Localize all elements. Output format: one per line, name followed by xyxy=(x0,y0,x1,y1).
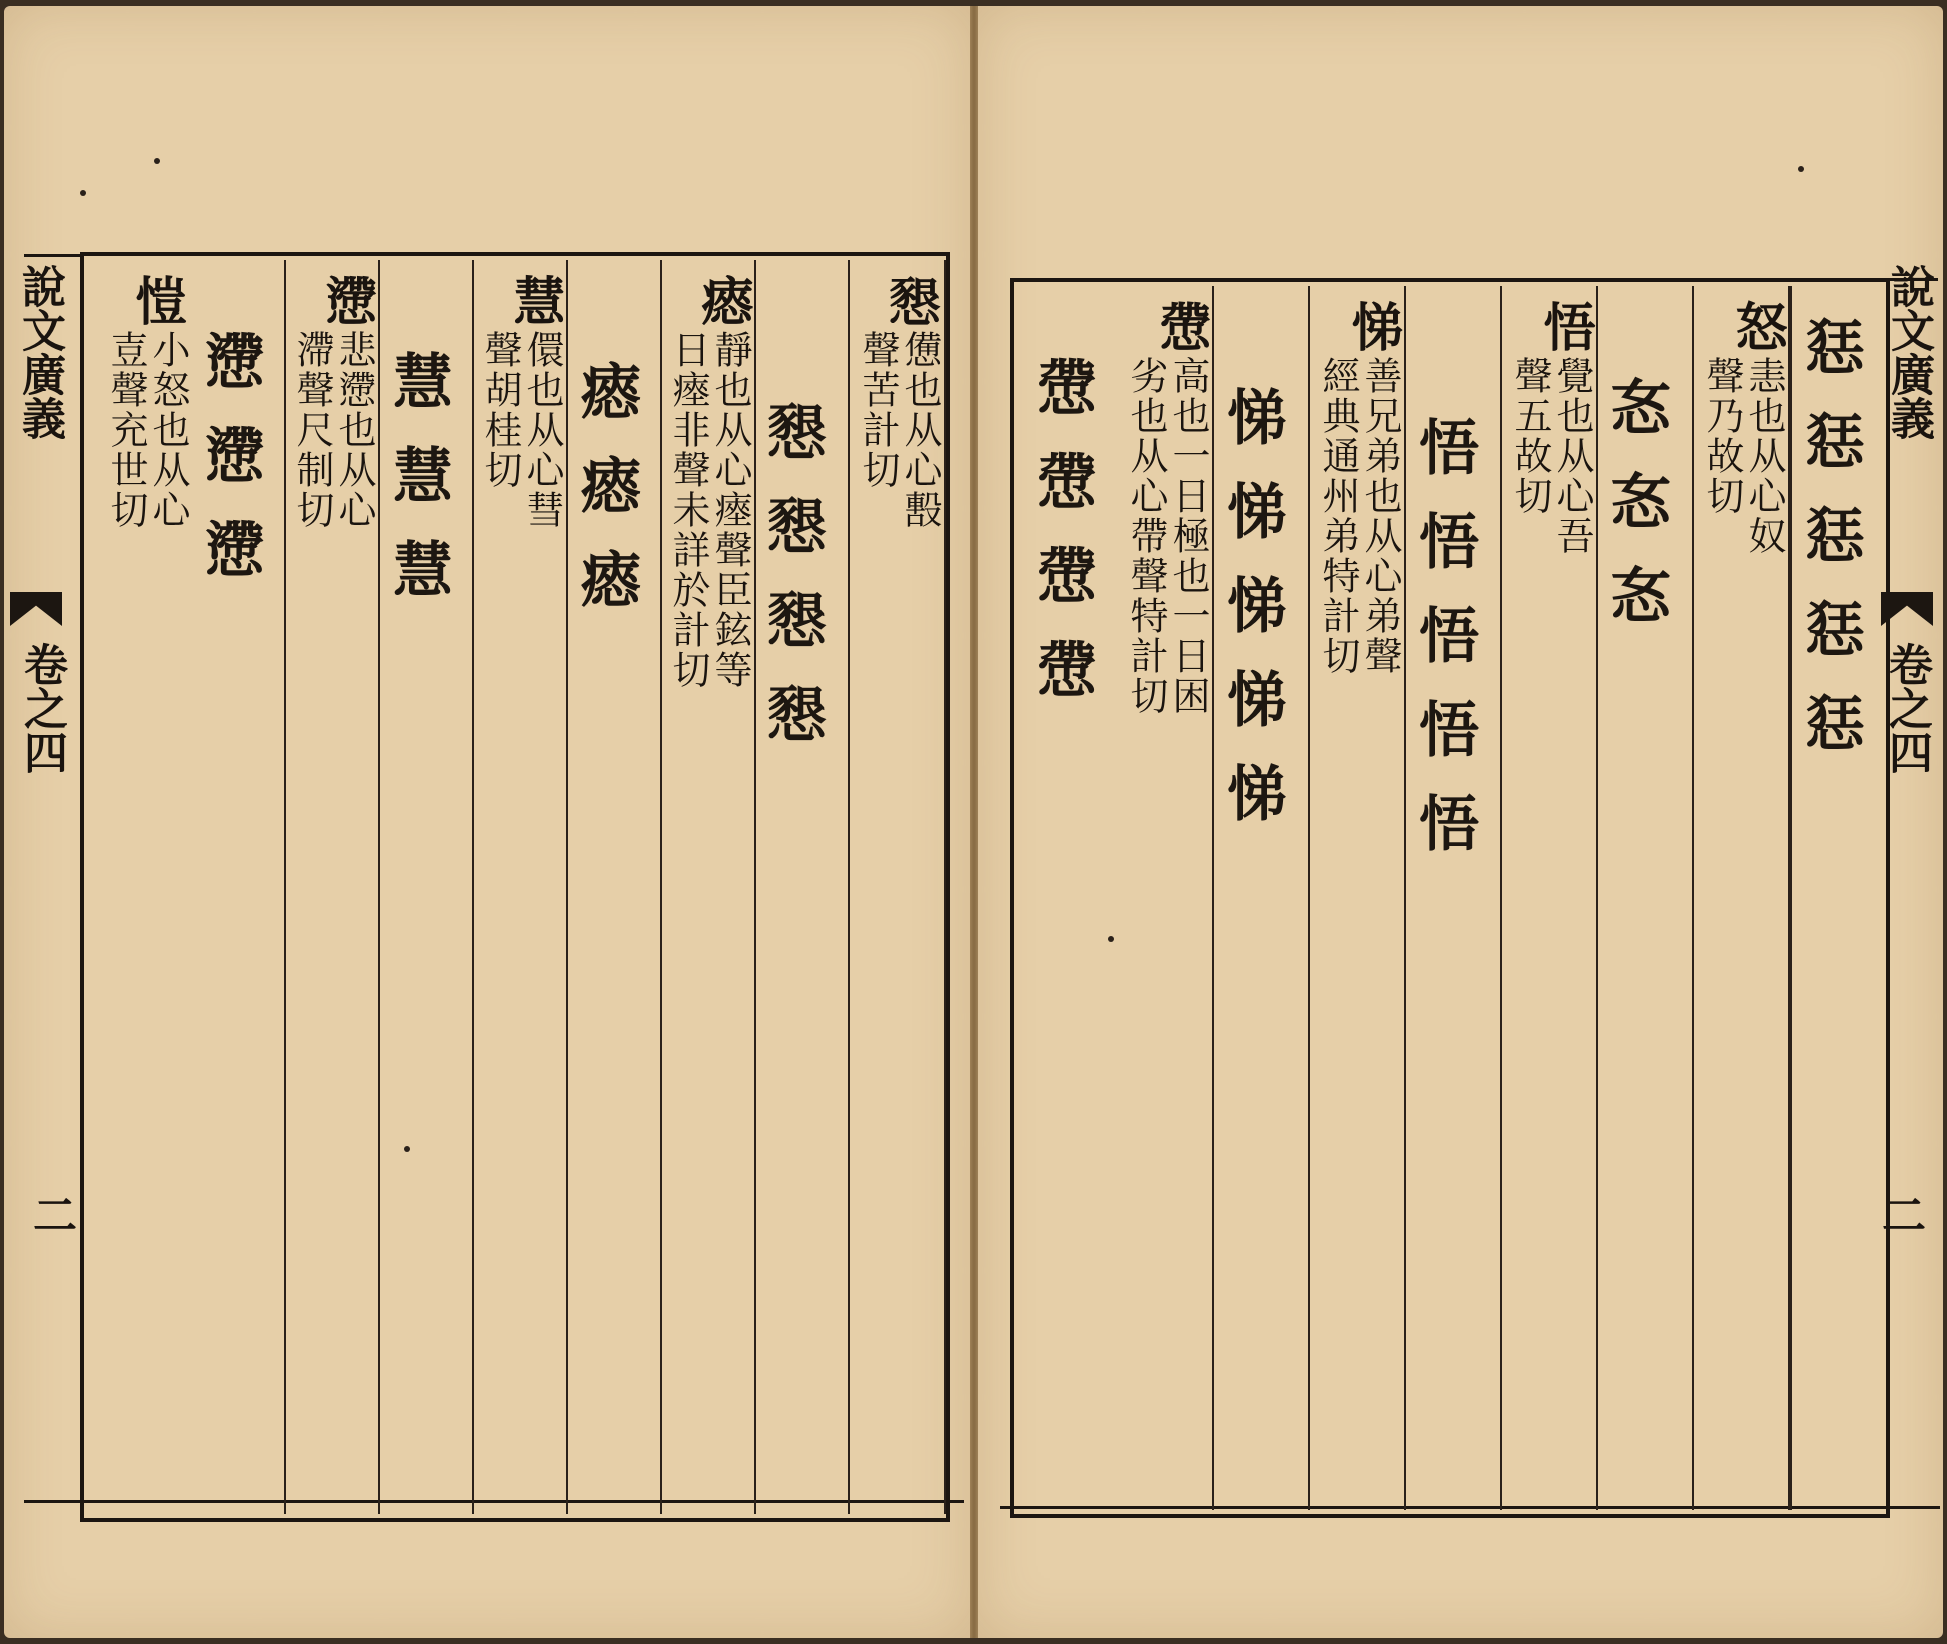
gloss-line: 小怒也从心 xyxy=(146,330,190,530)
gloss-block xyxy=(1510,356,1592,556)
seal-glyph-row xyxy=(1212,386,1292,856)
head-character: 懘 xyxy=(316,274,377,326)
head-character: 慸 xyxy=(1150,300,1211,352)
column xyxy=(286,260,380,1514)
fish-tail-mark xyxy=(10,592,62,626)
seal-glyphs: 㤮㤮㤮㤮㤮 xyxy=(1795,316,1865,786)
seal-glyphs: 慧慧慧 xyxy=(383,350,453,632)
left-page xyxy=(4,6,970,1638)
column xyxy=(84,260,192,1514)
gloss-line: 經典通州弟特計切 xyxy=(1316,356,1360,676)
gloss-line: 壴聲充世切 xyxy=(104,330,148,530)
book-title: 說文廣義 xyxy=(14,264,65,440)
column xyxy=(1014,286,1118,1510)
seal-glyphs: 悟悟悟悟悟 xyxy=(1409,416,1479,886)
seal-glyph-row xyxy=(1022,356,1102,732)
gloss-line: 滯聲尺制切 xyxy=(290,330,334,530)
seal-glyphs: 悌悌悌悌悌 xyxy=(1217,386,1287,856)
paper-speck xyxy=(80,190,86,196)
right-page xyxy=(978,6,1943,1638)
paper-speck xyxy=(1798,166,1804,172)
folio-number: 二 xyxy=(1874,1192,1925,1236)
seal-glyph-row xyxy=(1790,316,1870,786)
column xyxy=(1406,286,1502,1510)
text-frame xyxy=(80,252,950,1522)
head-character: 悟 xyxy=(1534,300,1595,352)
seal-glyphs: 懘懘懘 xyxy=(195,330,265,612)
gloss-block xyxy=(480,330,562,530)
column xyxy=(474,260,568,1514)
gloss-block xyxy=(858,330,940,530)
seal-glyph-row xyxy=(1596,376,1676,658)
column xyxy=(1598,286,1694,1510)
seal-glyph-row xyxy=(754,400,834,776)
gloss-block xyxy=(292,330,374,530)
gloss-line: 恚也从心奴 xyxy=(1742,356,1786,556)
gloss-line: 日瘞非聲未詳於計切 xyxy=(666,330,710,690)
column xyxy=(756,260,850,1514)
column xyxy=(1694,286,1790,1510)
dictionary-entry xyxy=(882,274,943,326)
column xyxy=(1118,286,1214,1510)
dictionary-entry xyxy=(316,274,377,326)
dictionary-entry xyxy=(1726,300,1787,352)
column xyxy=(662,260,756,1514)
seal-glyphs: 𢡆𢡆𢡆𢡆 xyxy=(759,400,829,776)
gloss-block xyxy=(1702,356,1784,556)
gloss-line: 儇也从心彗 xyxy=(520,330,564,530)
column xyxy=(1214,286,1310,1510)
seal-glyphs: 慸慸慸慸 xyxy=(1027,356,1097,732)
folio-number: 二 xyxy=(25,1192,76,1236)
seal-glyph-row xyxy=(378,350,458,632)
juan-label: 卷之四 xyxy=(16,642,67,774)
dictionary-entry xyxy=(504,274,565,326)
paper-speck xyxy=(1108,936,1114,942)
gloss-line: 悲懘也从心 xyxy=(332,330,376,530)
text-frame xyxy=(1010,278,1890,1518)
dictionary-entry xyxy=(1534,300,1595,352)
column xyxy=(1502,286,1598,1510)
gloss-line: 聲胡桂切 xyxy=(478,330,522,490)
head-character: 慧 xyxy=(504,274,565,326)
gloss-block xyxy=(1318,356,1400,676)
book-title: 說文廣義 xyxy=(1883,264,1934,440)
paper-speck xyxy=(404,1146,410,1152)
gloss-block xyxy=(106,330,188,530)
dictionary-entry xyxy=(1342,300,1403,352)
column xyxy=(380,260,474,1514)
juan-label: 卷之四 xyxy=(1881,642,1932,774)
column xyxy=(1310,286,1406,1510)
gloss-line: 善兄弟也从心弟聲 xyxy=(1358,356,1402,676)
dictionary-entry xyxy=(692,274,753,326)
gloss-line: 靜也从心瘞聲臣鉉等 xyxy=(708,330,752,690)
seal-glyph-row xyxy=(1404,416,1484,886)
gloss-line: 覺也从心吾 xyxy=(1550,356,1594,556)
gloss-line: 聲五故切 xyxy=(1508,356,1552,516)
head-character: 瘱 xyxy=(692,274,753,326)
gloss-block xyxy=(1126,356,1208,716)
seal-glyphs: 㣽㣽㣽 xyxy=(1601,376,1671,658)
paper-speck xyxy=(154,158,160,164)
seal-glyph-row xyxy=(566,360,646,642)
dictionary-entry xyxy=(126,274,187,326)
head-character: 𢡆 xyxy=(882,274,943,326)
seal-glyphs: 瘱瘱瘱 xyxy=(571,360,641,642)
column xyxy=(568,260,662,1514)
gloss-line: 憊也从心毄 xyxy=(898,330,942,530)
head-character: 怒 xyxy=(1726,300,1787,352)
column xyxy=(192,260,286,1514)
column xyxy=(1790,286,1886,1510)
gloss-line: 聲苦計切 xyxy=(856,330,900,490)
gloss-line: 聲乃故切 xyxy=(1700,356,1744,516)
gloss-line: 高也一日極也一日困 xyxy=(1166,356,1210,716)
seal-glyph-row xyxy=(190,330,270,612)
column xyxy=(850,260,946,1514)
gloss-block xyxy=(668,330,750,690)
page-heart xyxy=(10,6,76,1638)
gloss-line: 劣也从心帶聲特計切 xyxy=(1124,356,1168,716)
dictionary-entry xyxy=(1150,300,1211,352)
head-character: 悌 xyxy=(1342,300,1403,352)
head-character: 愷 xyxy=(126,274,187,326)
